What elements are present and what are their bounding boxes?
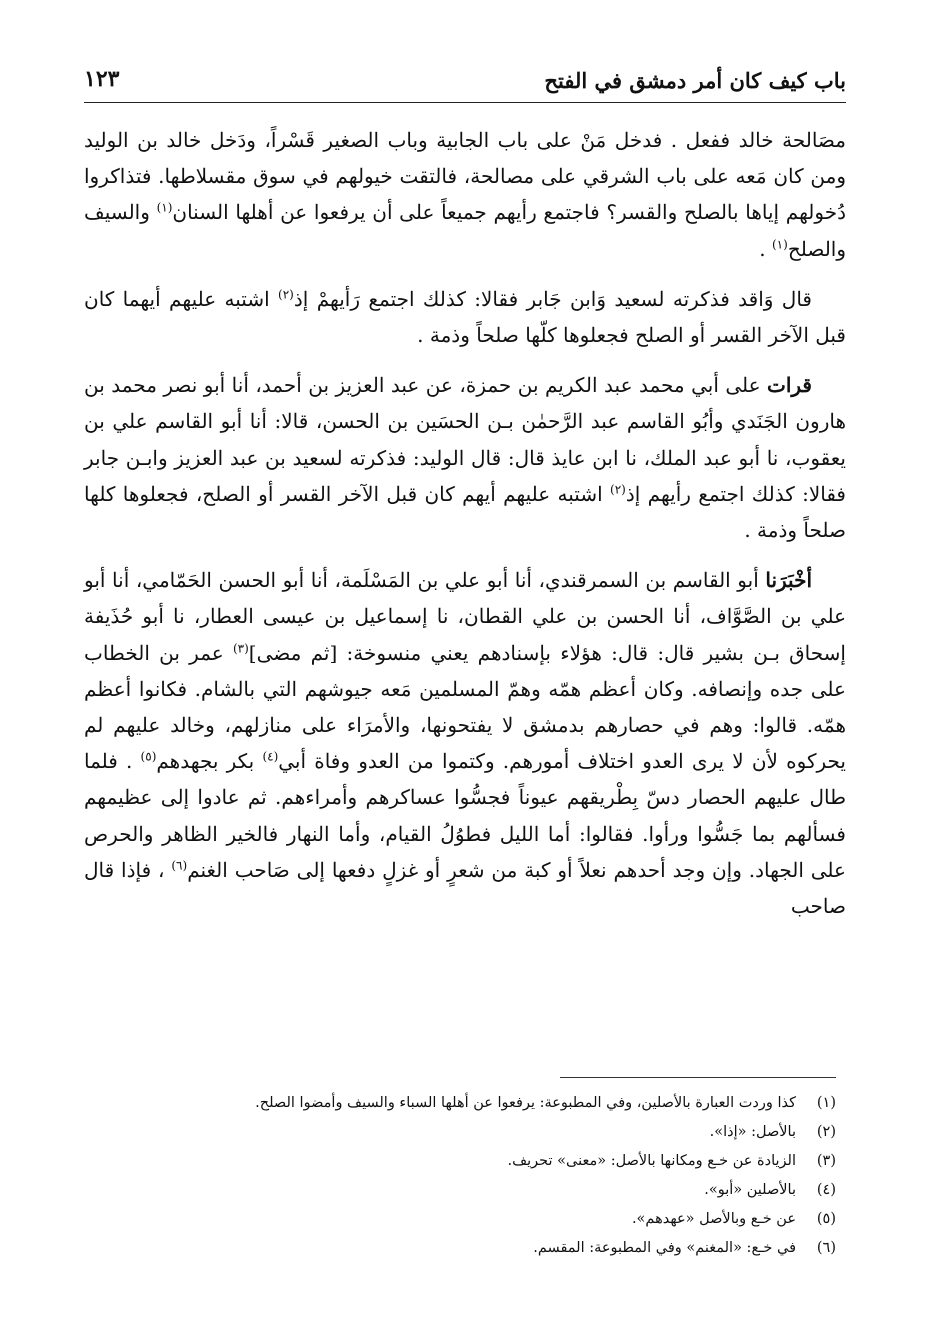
footnote	[90, 1175, 836, 1204]
footnote-number: (٥)	[816, 1210, 836, 1227]
paragraph	[84, 281, 846, 353]
footnote-number: (٣)	[816, 1152, 836, 1169]
running-header	[84, 62, 846, 103]
text-run: أبو القاسم بن السمرقندي، أنا أبو علي بن المَسْلَمة، أنا أبو الحسن الحَمّامي، أنا أبو علي بن الصَّوَّاف، أنا الحسن بن علي القطان، نا إسماعيل بن عيسى العطار، نا أبو حُذَيفة إسحاق بـن بشير قال: قال: هؤلاء بإسنادهم يعني منسوخة: [ثم مضى]	[84, 568, 846, 665]
footnote-marker[interactable]: (٢)	[278, 287, 294, 302]
chapter-title: باب كيف كان أمر دمشق في الفتح	[544, 68, 846, 93]
footnote-number: (١)	[816, 1094, 836, 1111]
footnote-text: كذا وردت العبارة بالأصلين، وفي المطبوعة: يرفعوا عن أهلها السباء والسيف وأمضوا الصلح.	[255, 1094, 796, 1111]
footnote	[90, 1204, 836, 1233]
text-run: مصَالحة خالد ففعل . فدخل مَنْ على باب الجابية وباب الصغير قَسْراً، ودَخل خالد بن الوليد ومن كان مَعه على باب الشرقي على مصالحة، فالتقت خيولهم في سوق مقسلاطها. فتذاكروا دُخولهم إياها بالصلح والقسر؟ فاجتمع رأيهم جميعاً على أن يرفعوا عن أهلها السنان	[84, 128, 846, 225]
paragraph-lead-word: قرات	[767, 373, 812, 398]
paragraph	[84, 367, 846, 548]
page-number: ١٢٣	[84, 66, 120, 92]
footnote	[90, 1233, 836, 1262]
footnotes	[90, 1088, 836, 1262]
footnote-text: بالأصلين «أبو».	[704, 1181, 796, 1198]
footnote-marker[interactable]: (٥)	[140, 749, 157, 764]
text-run: على أبي محمد عبد الكريم بن حمزة، عن عبد العزيز بن أحمد، أنا أبو نصر محمد بن هارون الجَنَدي وأبُو القاسم عبد الرَّحمٰن بـن الحسَين بن الحسن، قالا: أنا أبو القاسم علي بن يعقوب، نا أبو عبد الملك، نا ابن عايذ قال: قال الوليد: فذكرته لسعيد بن عبد العزيز وابـن جابر فقالا: كذلك اجتمع رأيهم إذ	[84, 373, 846, 506]
footnote-number: (٢)	[816, 1123, 836, 1140]
footnote-text: في خـع: «المغنم» وفي المطبوعة: المقسم.	[533, 1239, 796, 1256]
footnote	[90, 1146, 836, 1175]
footnote-text: الزيادة عن خـع ومكانها بالأصل: «معنى» تحريف.	[507, 1152, 796, 1169]
text-run: والسيف والصلح	[84, 200, 846, 261]
footnote-text: عن خـع وبالأصل «عهدهم».	[631, 1210, 796, 1227]
text-run: عمر بن الخطاب على جده وإنصافه. وكان أعظم همّه وهمّ المسلمين مَعه جيوشهم التي بالشام. فكانوا أعظم همّه. قالوا: وهم في حصارهم بدمشق لا يفتحونها، والأمرَاء على منازلهم، وخالد عليهم لم يحركوه لأن لا يرى العدو اختلاف أمورهم. وكتموا من العدو وفاة أبي	[84, 640, 846, 774]
footnote	[90, 1117, 836, 1146]
main-text	[84, 122, 846, 938]
paragraph-lead-word: أخْبَرَنا	[765, 568, 812, 593]
text-run: بكر بجهدهم	[156, 749, 263, 774]
footnote	[90, 1088, 836, 1117]
footnote-text: بالأصل: «إذا».	[709, 1123, 796, 1140]
paragraph	[84, 122, 846, 267]
text-run: .	[759, 236, 772, 261]
footnote-marker[interactable]: (٢)	[610, 482, 626, 497]
footnote-marker[interactable]: (١)	[771, 236, 788, 251]
footnote-marker[interactable]: (١)	[156, 200, 173, 215]
text-run: قال وَاقد فذكرته لسعيد وَابن جَابر فقالا: كذلك اجتمع رَأيهمْ إذ	[293, 286, 812, 311]
footnote-number: (٤)	[816, 1181, 836, 1198]
text-run: اشتبه عليهم أيهم كان قبل الآخر القسر أو الصلح، فجعلوها كلها صلحاً وذمة .	[84, 481, 846, 543]
text-run: اشتبه عليهم أيهما كان قبل الآخر القسر أو الصلح فجعلوها كلّها صلحاً وذمة .	[84, 286, 846, 348]
text-run: ، فإذا قال صاحب	[84, 857, 846, 919]
footnote-marker[interactable]: (٣)	[232, 640, 249, 655]
footnote-separator	[560, 1077, 836, 1078]
text-run: . فلما طال عليهم الحصار دسّ بِطْريقهم عيوناً فجسُّوا عساكرهم وأمراءهم. ثم عادوا إلى عظيمهم فسألهم بما جَسُّوا ورأوا. فقالوا: أما الليل فطوُلُ القيام، وأما النهار فالخير الظاهر والحرص على الجهاد. وإن وجد أحدهم نعلاً أو كبة من شعرٍ أو غزلٍ دفعها إلى صَاحب الغنم	[84, 749, 846, 882]
paragraph	[84, 562, 846, 924]
footnote-number: (٦)	[816, 1239, 836, 1256]
footnote-marker[interactable]: (٦)	[171, 858, 188, 873]
footnote-marker[interactable]: (٤)	[262, 749, 279, 764]
